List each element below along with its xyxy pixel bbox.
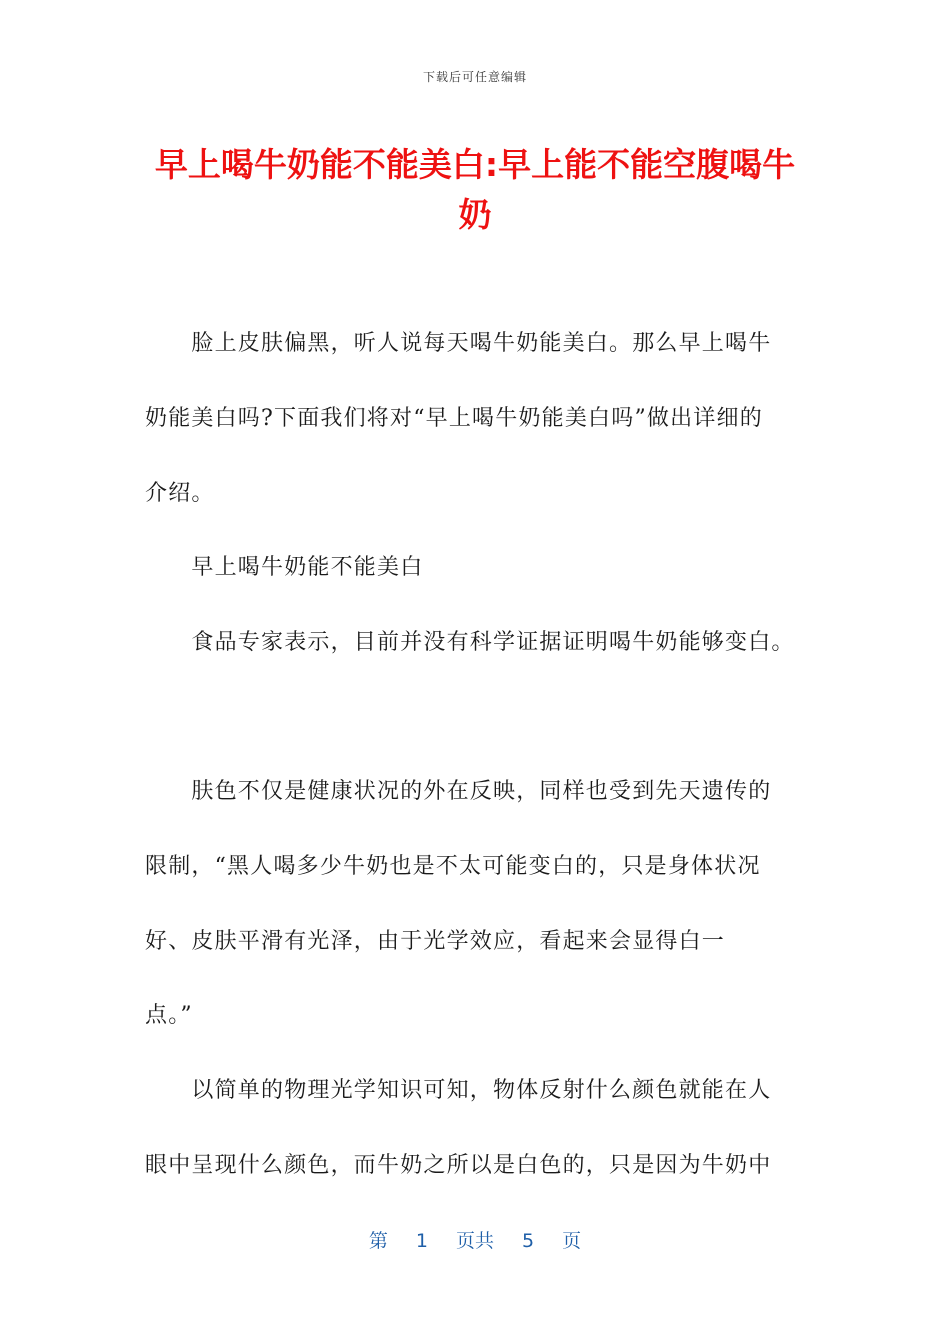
body-line-10: 以简单的物理光学知识可知，物体反射什么颜色就能在人 xyxy=(145,1078,772,1103)
footer-prefix: 第 xyxy=(368,1230,388,1252)
document-title: 早上喝牛奶能不能美白:早上能不能空腹喝牛奶 xyxy=(154,145,796,234)
footer-suffix: 页 xyxy=(562,1230,582,1252)
footer-middle: 页共 xyxy=(455,1230,494,1252)
body-line-11: 眼中呈现什么颜色，而牛奶之所以是白色的，只是因为牛奶中 xyxy=(145,1153,772,1178)
body-line-5: 食品专家表示，目前并没有科学证据证明喝牛奶能够变白。 xyxy=(145,630,795,655)
body-line-8: 好、皮肤平滑有光泽，由于光学效应，看起来会显得白一 xyxy=(145,929,726,954)
body-line-1: 脸上皮肤偏黑，听人说每天喝牛奶能美白。那么早上喝牛 xyxy=(145,331,772,356)
footer-total-pages: 5 xyxy=(522,1230,535,1252)
body-line-7: 限制，“黑人喝多少牛奶也是不太可能变白的，只是身体状况 xyxy=(145,854,761,879)
body-line-6: 肤色不仅是健康状况的外在反映，同样也受到先天遗传的 xyxy=(145,779,772,804)
section-heading: 早上喝牛奶能不能美白 xyxy=(145,555,424,580)
header-note: 下载后可任意编辑 xyxy=(422,70,527,84)
footer-page-number: 1 xyxy=(415,1230,428,1252)
body-line-3: 介绍。 xyxy=(145,481,215,506)
body-line-9: 点。” xyxy=(145,1003,193,1028)
page-footer xyxy=(0,1226,950,1253)
body-line-2: 奶能美白吗?下面我们将对“早上喝牛奶能美白吗”做出详细的 xyxy=(145,406,763,431)
